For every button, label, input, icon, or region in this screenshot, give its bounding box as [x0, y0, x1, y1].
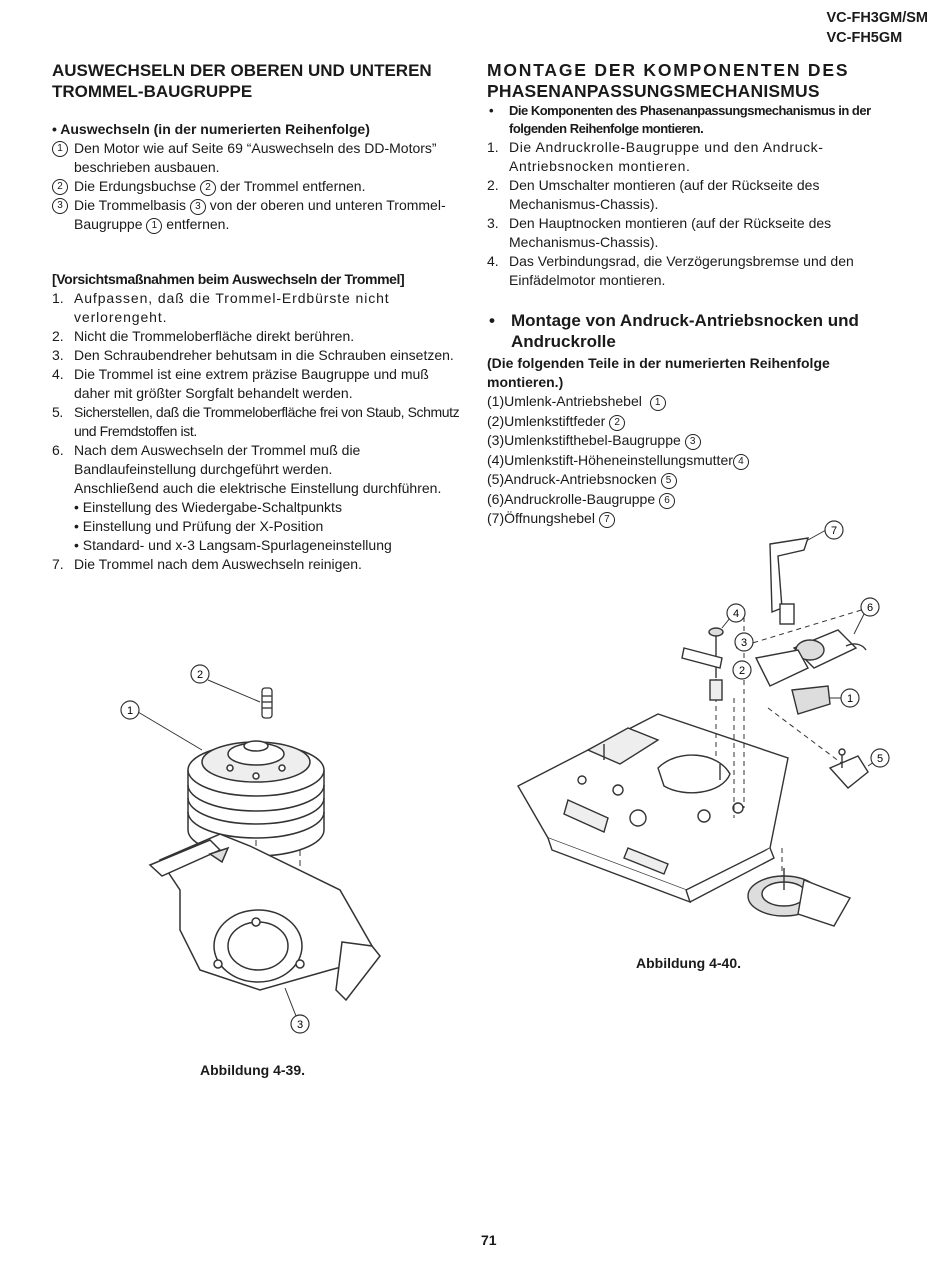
precaution-item: 3. Den Schraubendreher behutsam in die Schrauben einsetzen. — [52, 347, 454, 363]
callout-3-label: 3 — [740, 637, 748, 649]
callout-2-label: 2 — [738, 665, 746, 677]
replace-heading: • Auswechseln (in der numerierten Reihenfolge) — [52, 121, 370, 137]
part-item: (6)Andruckrolle-Baugruppe 6 — [487, 490, 909, 510]
replace-step: 2 Die Erdungsbuchse 2 der Trommel entfernen. — [52, 177, 464, 196]
assembly-step: 1. Die Andruckrolle-Baugruppe und den Andruck-Antriebsnocken montieren. — [487, 139, 824, 174]
precaution-heading: [Vorsichtsmaßnahmen beim Auswechseln der Trommel] — [52, 271, 405, 287]
part-item: (3)Umlenkstifthebel-Baugruppe 3 — [487, 431, 909, 451]
precaution-item: 6. Nach dem Auswechseln der Trommel muß die Bandlaufeinstellung durchgeführt werden. Anschließend auch die elektrische Einstellung durchführen. • Einstellung des Wiedergabe-Schaltpunkts • Einstellung und Prüfung der X-Position • Standard- und x-3 Langsam-Spurlageneinstellung — [52, 441, 464, 555]
replace-step: 3 Die Trommelbasis 3 von der oberen und unteren Trommel-Baugruppe 1 entfernen. — [52, 196, 464, 234]
left-column — [52, 60, 464, 574]
part-item: (5)Andruck-Antriebsnocken 5 — [487, 470, 909, 490]
callout-6-label: 6 — [866, 602, 874, 614]
opening-lever — [770, 538, 808, 624]
model-number-2: VC-FH5GM — [826, 30, 903, 46]
callout-4-label: 4 — [732, 608, 740, 620]
precaution-item: 5. Sicherstellen, daß die Trommeloberfläche frei von Staub, Schmutz und Fremdstoffen ist. — [52, 404, 460, 439]
adjust-note: Anschließend auch die elektrische Einstellung durchführen. — [74, 480, 442, 496]
right-title: MONTAGE DER KOMPONENTEN DES PHASENANPASSUNGSMECHANISMUS — [487, 60, 850, 101]
adjust-item: • Einstellung und Prüfung der X-Position — [74, 518, 324, 534]
callout-3-label: 3 — [296, 1019, 304, 1031]
guide-lever-assembly — [682, 628, 723, 700]
adjust-item: • Standard- und x-3 Langsam-Spurlageneinstellung — [74, 537, 392, 553]
precaution-item: 4. Die Trommel ist eine extrem präzise Baugruppe und muß daher mit größter Sorgfalt behandelt werden. — [52, 366, 429, 401]
mechanism-chassis — [518, 714, 788, 902]
mechanism-diagram — [508, 518, 898, 938]
callout-1-label: 1 — [846, 693, 854, 705]
assembly-step: 4. Das Verbindungsrad, die Verzögerungsbremse und den Einfädelmotor montieren. — [487, 253, 854, 288]
part-item: (2)Umlenkstiftfeder 2 — [487, 412, 909, 432]
part-item: (7)Öffnungshebel 7 — [487, 509, 909, 529]
precaution-list — [52, 289, 464, 574]
replace-step: 1 Den Motor wie auf Seite 69 “Auswechseln des DD-Motors” beschrieben ausbauen. — [52, 139, 464, 177]
precaution-item: 7. Die Trommel nach dem Auswechseln reinigen. — [52, 556, 362, 572]
precaution-item: 1. Aufpassen, daß die Trommel-Erdbürste nicht verlorengeht. — [52, 290, 390, 325]
figure-caption-left: Abbildung 4-39. — [200, 1062, 305, 1078]
part-item: (4)Umlenkstift-Höheneinstellungsmutter 4 — [487, 451, 909, 471]
callout-5-label: 5 — [876, 753, 884, 765]
subsection-title: • Montage von Andruck-Antriebsnocken und Andruckrolle — [489, 311, 859, 351]
assembly-step: 3. Den Hauptnocken montieren (auf der Rückseite des Mechanismus-Chassis). — [487, 215, 832, 250]
grounding-bushing — [262, 688, 272, 718]
intro-note: • Die Komponenten des Phasenanpassungsmechanismus in der folgenden Reihenfolge montieren. — [489, 103, 871, 136]
pinch-drive-cam — [830, 749, 868, 788]
right-column — [487, 60, 909, 529]
callout-2-label: 2 — [196, 669, 204, 681]
assembly-step: 2. Den Umschalter montieren (auf der Rückseite des Mechanismus-Chassis). — [487, 177, 820, 212]
drum-base — [150, 834, 380, 1000]
page-number: 71 — [481, 1232, 497, 1248]
figure-caption-right: Abbildung 4-40. — [636, 955, 741, 971]
part-item: (1)Umlenk-Antriebshebel 1 — [487, 392, 909, 412]
replace-steps — [52, 139, 464, 234]
main-gear — [748, 868, 850, 926]
subsection-note: (Die folgenden Teile in der numerierten Reihenfolge montieren.) — [487, 355, 830, 390]
drum-diagram — [110, 650, 410, 1050]
left-title: AUSWECHSELN DER OBEREN UND UNTEREN TROMMEL-BAUGRUPPE — [52, 61, 432, 101]
model-header — [827, 8, 929, 48]
precaution-item: 2. Nicht die Trommeloberfläche direkt berühren. — [52, 328, 355, 344]
parts-list — [487, 392, 909, 529]
callout-7-label: 7 — [830, 525, 838, 537]
assembly-steps — [487, 138, 909, 290]
model-number-1: VC-FH3GM/SM — [826, 10, 928, 26]
adjust-item: • Einstellung des Wiedergabe-Schaltpunkts — [74, 499, 342, 515]
callout-1-label: 1 — [126, 705, 134, 717]
